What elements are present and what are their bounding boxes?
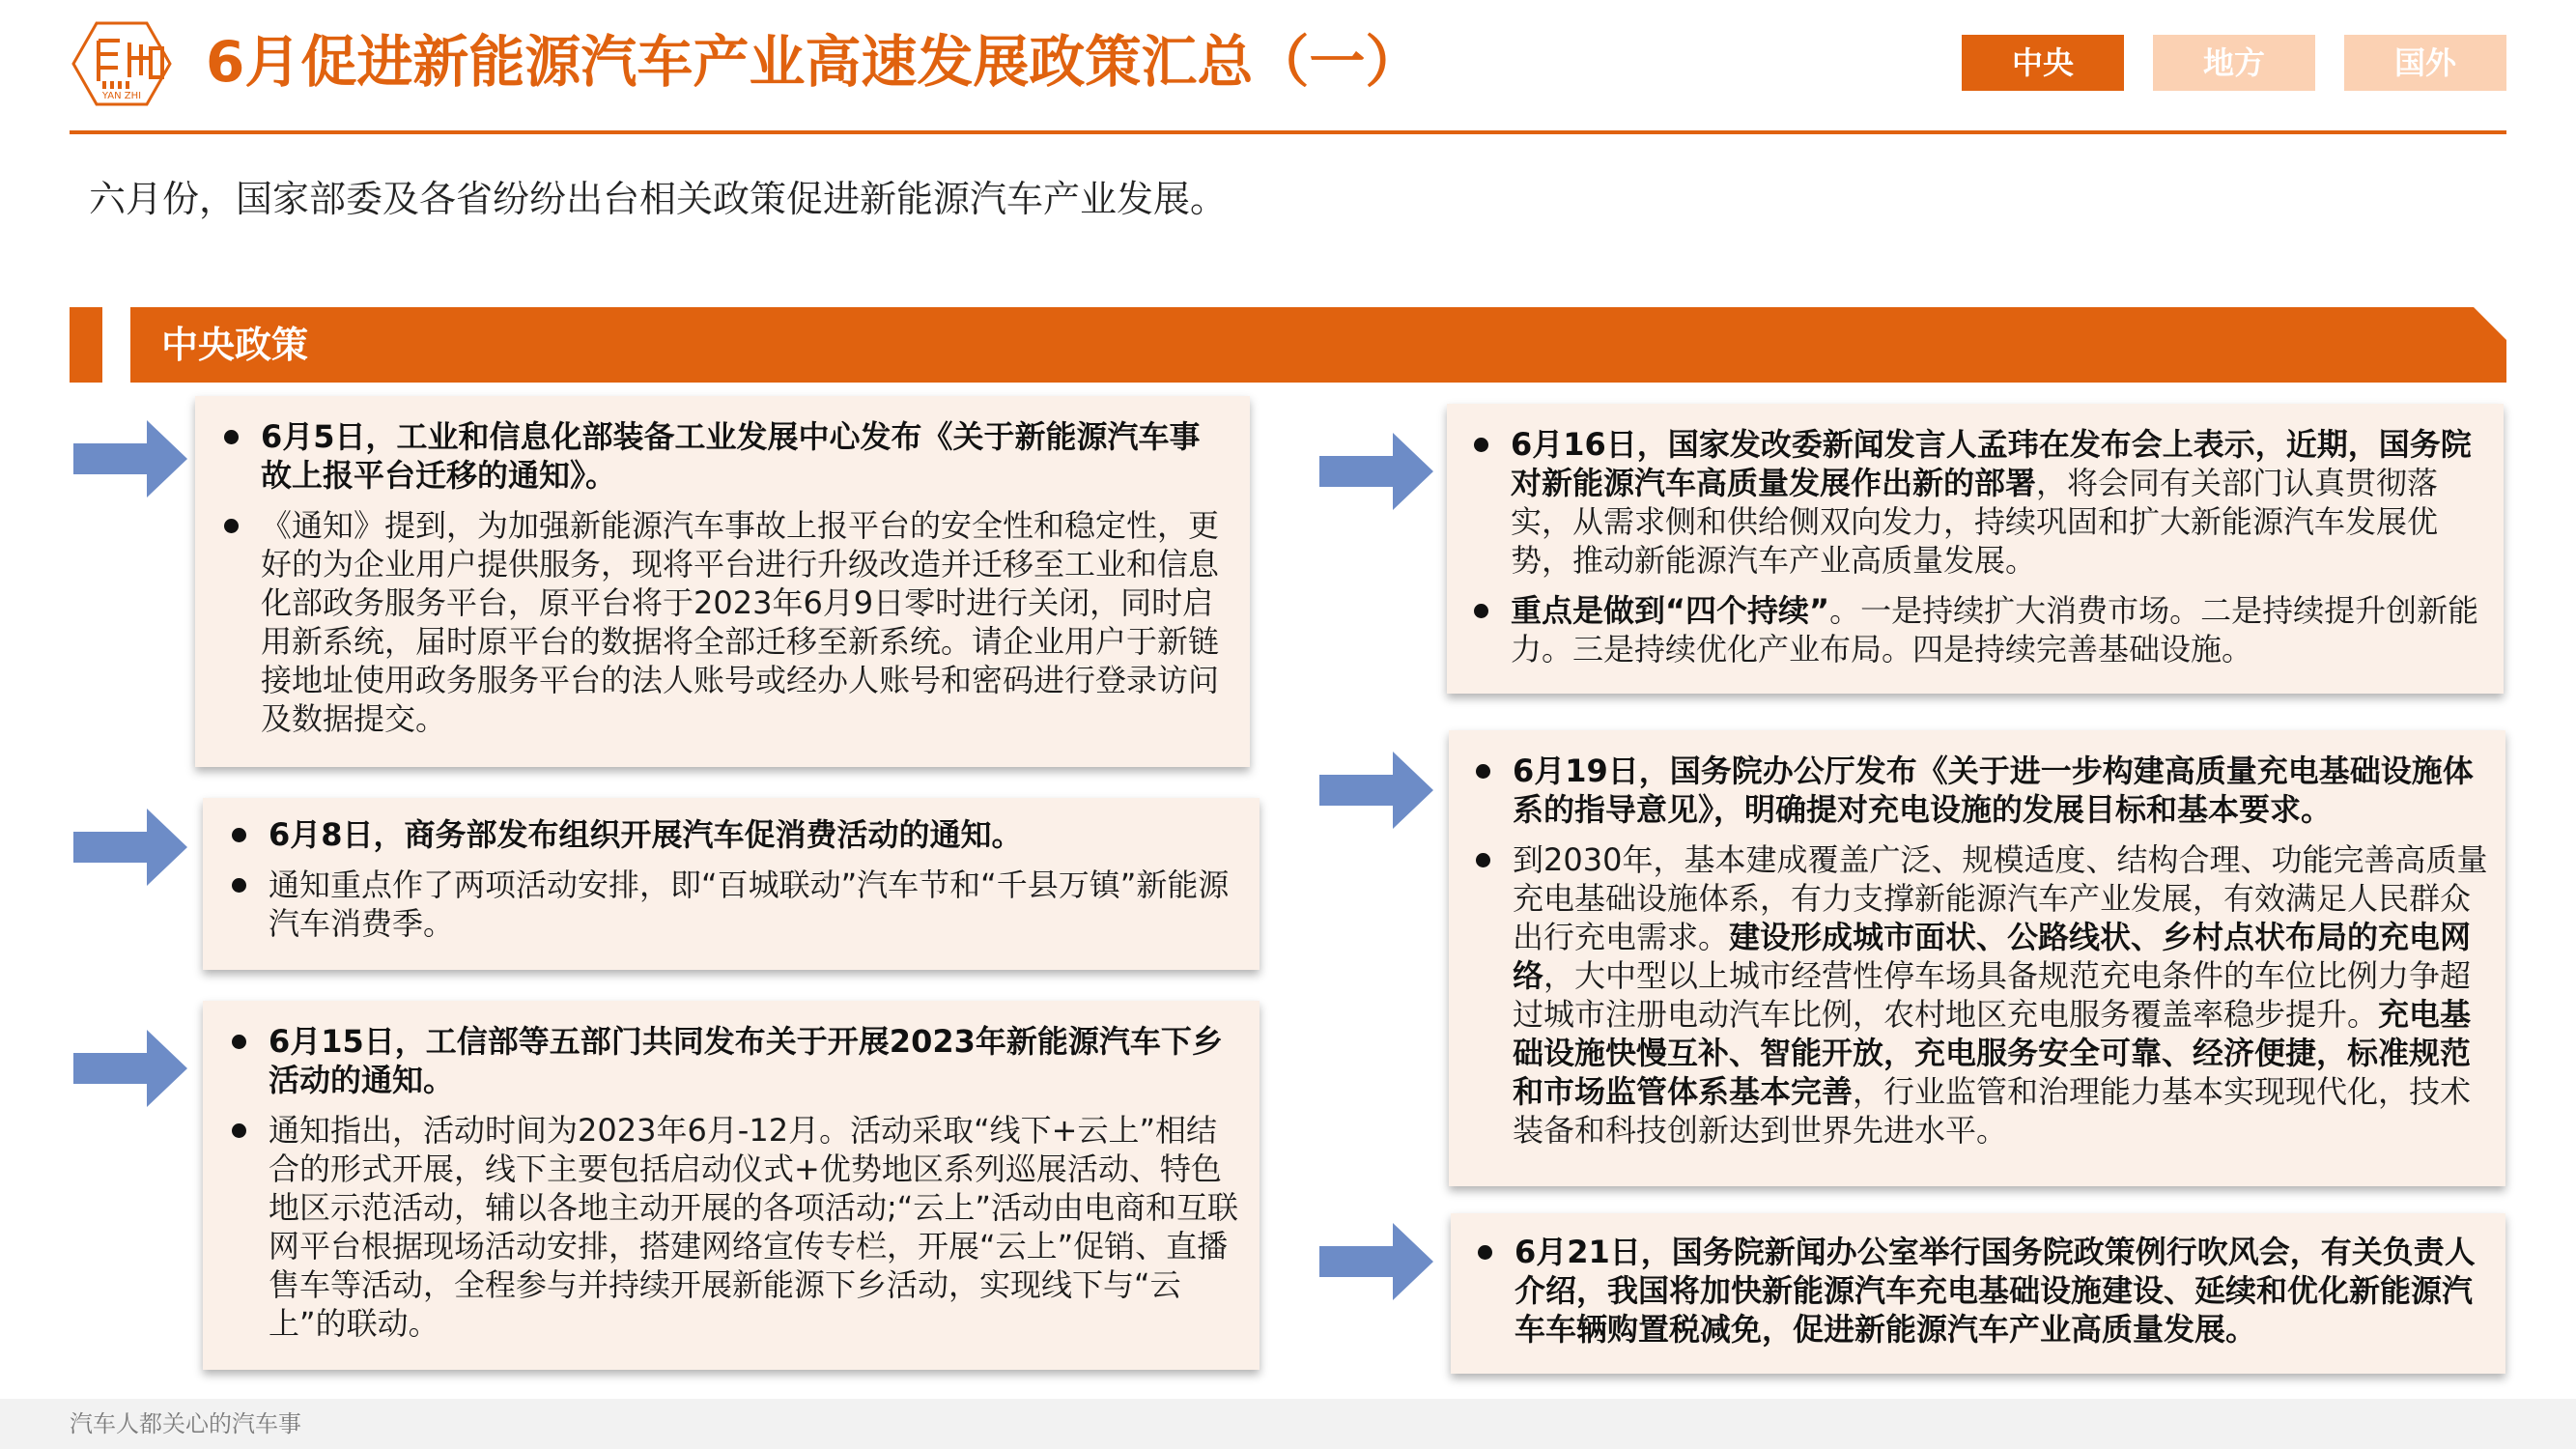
policy-headline — [224, 815, 1240, 854]
policy-list — [224, 1022, 1240, 1343]
tab-central[interactable]: 中央 — [1962, 35, 2124, 91]
policy-headline — [1466, 425, 2484, 580]
policy-list — [1470, 1233, 2486, 1349]
policy-headline — [1470, 1233, 2486, 1349]
arrow-icon — [1319, 433, 1433, 510]
policy-card-0615 — [203, 1001, 1260, 1370]
policy-card-0608 — [203, 798, 1260, 970]
arrow-icon — [73, 809, 187, 886]
policy-headline — [216, 417, 1231, 495]
headline-text: 6月5日，工业和信息化部装备工业发展中心发布《关于新能源汽车事故上报平台迁移的通知》。 — [261, 418, 1201, 494]
section-title: 中央政策 — [161, 324, 309, 366]
policy-card-0605 — [195, 396, 1250, 767]
footer-text: 汽车人都关心的汽车事 — [70, 1410, 301, 1437]
logo — [70, 19, 174, 108]
headline-text: 6月15日，工信部等五部门共同发布关于开展2023年新能源汽车下乡活动的通知。 — [269, 1023, 1223, 1098]
policy-detail — [1468, 840, 2488, 1150]
svg-text:YAN ZHI: YAN ZHI — [101, 91, 142, 101]
headline-text: 6月21日，国务院新闻办公室举行国务院政策例行吹风会，有关负责人介绍，我国将加快新能源汽车充电基础设施建设、延续和优化新能源汽车车辆购置税减免，促进新能源汽车产业高质量发展。 — [1514, 1234, 2476, 1348]
policy-detail — [224, 1111, 1240, 1343]
arrow-icon — [1319, 1223, 1433, 1300]
detail-text: 通知重点作了两项活动安排，即“百城联动”汽车节和“千县万镇”新能源汽车消费季。 — [269, 867, 1230, 942]
policy-list — [216, 417, 1231, 738]
highlight-text: 建设形成城市面状、公路线状、乡村点状布局的充电网络 — [1513, 919, 2472, 994]
policy-list — [1468, 752, 2488, 1150]
policy-detail — [1466, 591, 2484, 668]
logo-mark — [70, 19, 174, 108]
headline-text: 6月19日，国务院办公厅发布《关于进一步构建高质量充电基础设施体系的指导意见》，明确提对充电设施的发展目标和基本要求。 — [1513, 753, 2474, 828]
detail-text: 。一是持续扩大消费市场。二是持续提升创新能力。三是持续优化产业布局。四是持续完善基础设施。 — [1511, 592, 2479, 668]
section-marker — [70, 307, 102, 383]
detail-text: ，大中型以上城市经营性停车场具备规范充电条件的车位比例力争超过城市注册电动汽车比例，农村地区充电服务覆盖率稳步提升。 — [1513, 957, 2472, 1033]
policy-list — [1466, 425, 2484, 668]
headline-text: 6月16日，国家发改委新闻发言人孟玮在发布会上表示，近期，国务院对新能源汽车高质量发展作出新的部署 — [1511, 426, 2472, 501]
page-title: 6月促进新能源汽车产业高速发展政策汇总（一） — [206, 29, 1422, 95]
policy-card-0621 — [1451, 1213, 2505, 1374]
section-bar — [130, 307, 2506, 383]
policy-headline — [1468, 752, 2488, 829]
arrow-icon — [73, 1030, 187, 1107]
highlight-text: 重点是做到“四个持续” — [1511, 592, 1830, 629]
detail-text: ，将会同有关部门认真贯彻落实，从需求侧和供给侧双向发力，持续巩固和扩大新能源汽车发展优势，推动新能源汽车产业高质量发展。 — [1511, 465, 2439, 579]
intro-text: 六月份，国家部委及各省纷纷出台相关政策促进新能源汽车产业发展。 — [89, 178, 1228, 220]
detail-text: 通知指出，活动时间为2023年6月-12月。活动采取“线下+云上”相结合的形式开展，线下主要包括启动仪式+优势地区系列巡展活动、特色地区示范活动，辅以各地主动开展的各项活动;“云上”活动由电商和互联网平台根据现场活动安排，搭建网络宣传专栏，开展“云上”促销、直播售车等活动，全程参与并持续开展新能源下乡活动，实现线下与“云上”的联动。 — [269, 1112, 1238, 1342]
policy-card-0619 — [1449, 730, 2505, 1186]
highlight-text: 充电基础设施快慢互补、智能开放，充电服务安全可靠、经济便捷，标准规范和市场监管体系基本完善 — [1513, 996, 2472, 1110]
region-tabs — [1962, 35, 2506, 91]
policy-card-0616 — [1447, 404, 2504, 694]
detail-text: 到2030年，基本建成覆盖广泛、规模适度、结构合理、功能完善高质量充电基础设施体系，有力支撑新能源汽车产业发展，有效满足人民群众出行充电需求。 — [1513, 841, 2488, 955]
policy-detail — [224, 866, 1240, 943]
arrow-icon — [73, 420, 187, 497]
footer-band — [0, 1399, 2576, 1449]
policy-list — [224, 815, 1240, 943]
tab-local[interactable]: 地方 — [2153, 35, 2315, 91]
header-divider — [70, 130, 2506, 134]
tab-foreign[interactable]: 国外 — [2344, 35, 2506, 91]
detail-text: 《通知》提到，为加强新能源汽车事故上报平台的安全性和稳定性，更好的为企业用户提供服务，现将平台进行升级改造并迁移至工业和信息化部政务服务平台，原平台将于2023年6月9日零时进行关闭，同时启用新系统，届时原平台的数据将全部迁移至新系统。请企业用户于新链接地址使用政务服务平台的法人账号或经办人账号和密码进行登录访问及数据提交。 — [261, 507, 1220, 737]
policy-headline — [224, 1022, 1240, 1099]
policy-detail — [216, 506, 1231, 738]
detail-text: ，行业监管和治理能力基本实现现代化，技术装备和科技创新达到世界先进水平。 — [1513, 1073, 2472, 1149]
headline-text: 6月8日，商务部发布组织开展汽车促消费活动的通知。 — [269, 816, 1023, 853]
arrow-icon — [1319, 752, 1433, 829]
